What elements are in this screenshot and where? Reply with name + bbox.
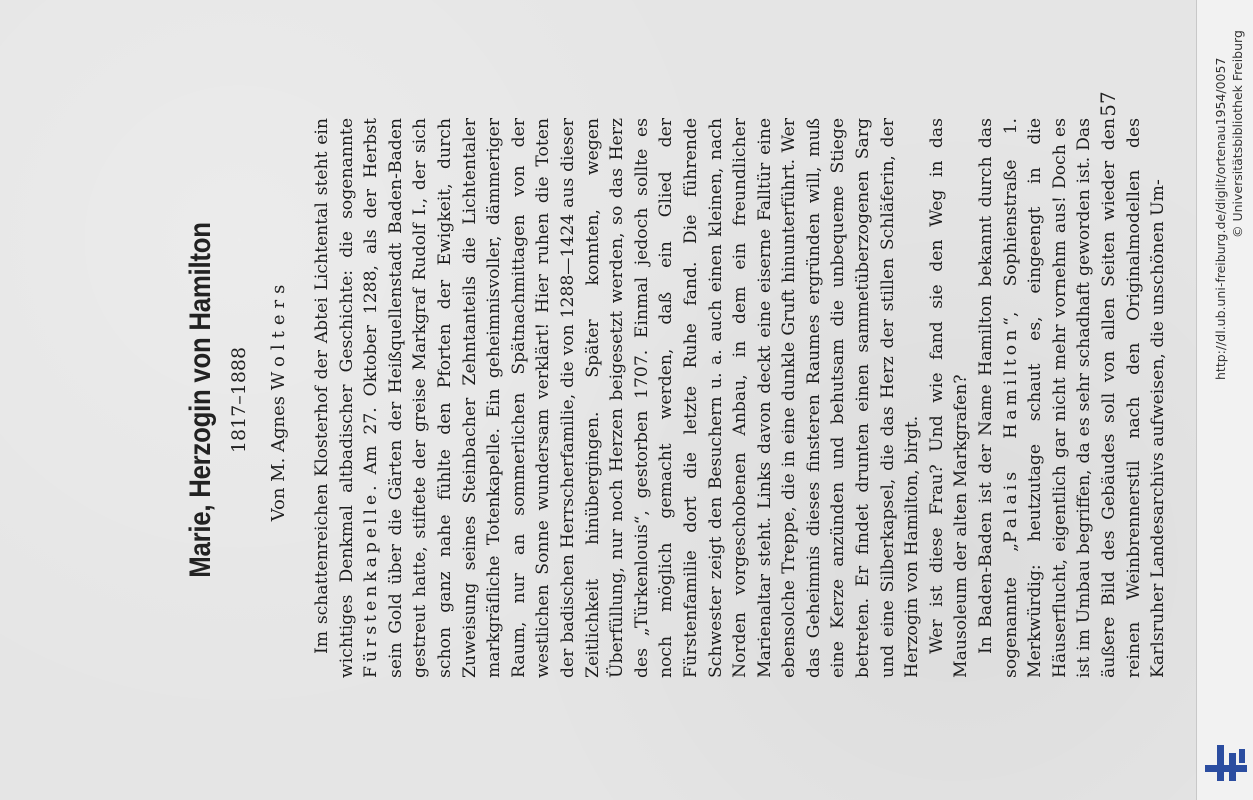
text-run: Wer ist diese Frau? Und wie fand sie den Weg in das Mausoleum der alten Markgrafen?: [926, 118, 972, 678]
body-paragraph: [974, 118, 1171, 678]
ub-freiburg-logo-icon[interactable]: [1205, 745, 1247, 781]
source-url-link[interactable]: http://dl.ub.uni-freiburg.de/diglit/ortenau1954/0057: [1213, 57, 1228, 380]
text-run: In Baden-Baden ist der Name Hamilton bekannt durch das sogenannte „: [976, 118, 1021, 678]
article-years: 1817–1888: [228, 346, 250, 454]
text-run: Im schattenreichen Klosterhof der Abtei Lichtental steht ein wichtiges Denkmal altbadischer Geschichte: die sogenannte: [312, 118, 357, 678]
text-run: . Am 27. Oktober 1288, als der Herbst sein Gold über die Gärten der Heißquellenstadt Baden-Baden gestreut hatte, stiftete der greise Markgraf Rudolf I., der sich schon ganz nahe fühlte den Pforten der Ewigkeit, durch Zuweisung seines Steinbacher Zehntanteils die Lichtentaler markgräfliche Totenkapelle. Ein geheimnisvoller, dämmeriger Raum, nur an sommerlichen Spätnachmittagen von der westlichen Sonne wundersam verklärt! Hier ruhen die Toten der badischen Herrscherfamilie, die von 1288—1424 aus dieser Zeitlichkeit hinübergingen. Später konnten, wegen Überfüllung, nur noch Herzen beigesetzt werden, so das Herz des „Türkenlouis“, gestorben 1707. Einmal jedoch sollte es noch möglich gemacht werden, daß ein Glied der Fürstenfamilie dort die letzte Ruhe fand. Die führende Schwester zeigt den Besuchern u. a. auch einen kleinen, nach Norden vorgeschobenen Anbau, in dem ein freundlicher Marienaltar steht. Links davon deckt eine eiserne Falltür eine ebensolche Treppe, die in eine dunkle Gruft hinunterführt. Wer das Geheimnis dieses finsteren Raumes ergründen will, muß eine Kerze anzünden und behutsam die unbequeme Stiege betreten. Er findet drunten einen sammetüberzogenen Sarg und eine Silberkapsel, die das Herz der stillen Schläferin, der Herzogin von Hamilton, birgt.: [361, 118, 923, 678]
text-run: “, Sophienstraße 1. Merkwürdig: heutzutage schaut es, eingeengt in die Häuserflucht, eigentlich gar nicht mehr vornehm aus! Doch es ist im Umbau begriffen, da es sehr schadhaft geworden ist. Das äußere Bild des Gebäudes soll von allen Seiten wieder den reinen Weinbrennerstil nach den Originalmodellen des Karlsruher Landesarchivs aufweisen, die unschönen Um-: [1000, 117, 1169, 678]
emphasized-name: Fürstenkapelle: [361, 490, 382, 678]
emphasized-name: Palais Hamilton: [1000, 325, 1021, 543]
article-body: [310, 118, 1171, 678]
page-number: 57: [1096, 91, 1120, 117]
copyright-text: © Universitätsbibliothek Freiburg: [1230, 30, 1245, 238]
article-title: Marie, Herzogin von Hamilton: [184, 222, 217, 578]
byline-prefix: Von M. Agnes: [268, 390, 289, 522]
body-paragraph: [310, 118, 925, 678]
byline-author: Wolters: [268, 278, 289, 391]
viewer-sidebar: [1196, 0, 1253, 800]
body-paragraph: [925, 118, 974, 678]
article-byline: [264, 0, 294, 800]
